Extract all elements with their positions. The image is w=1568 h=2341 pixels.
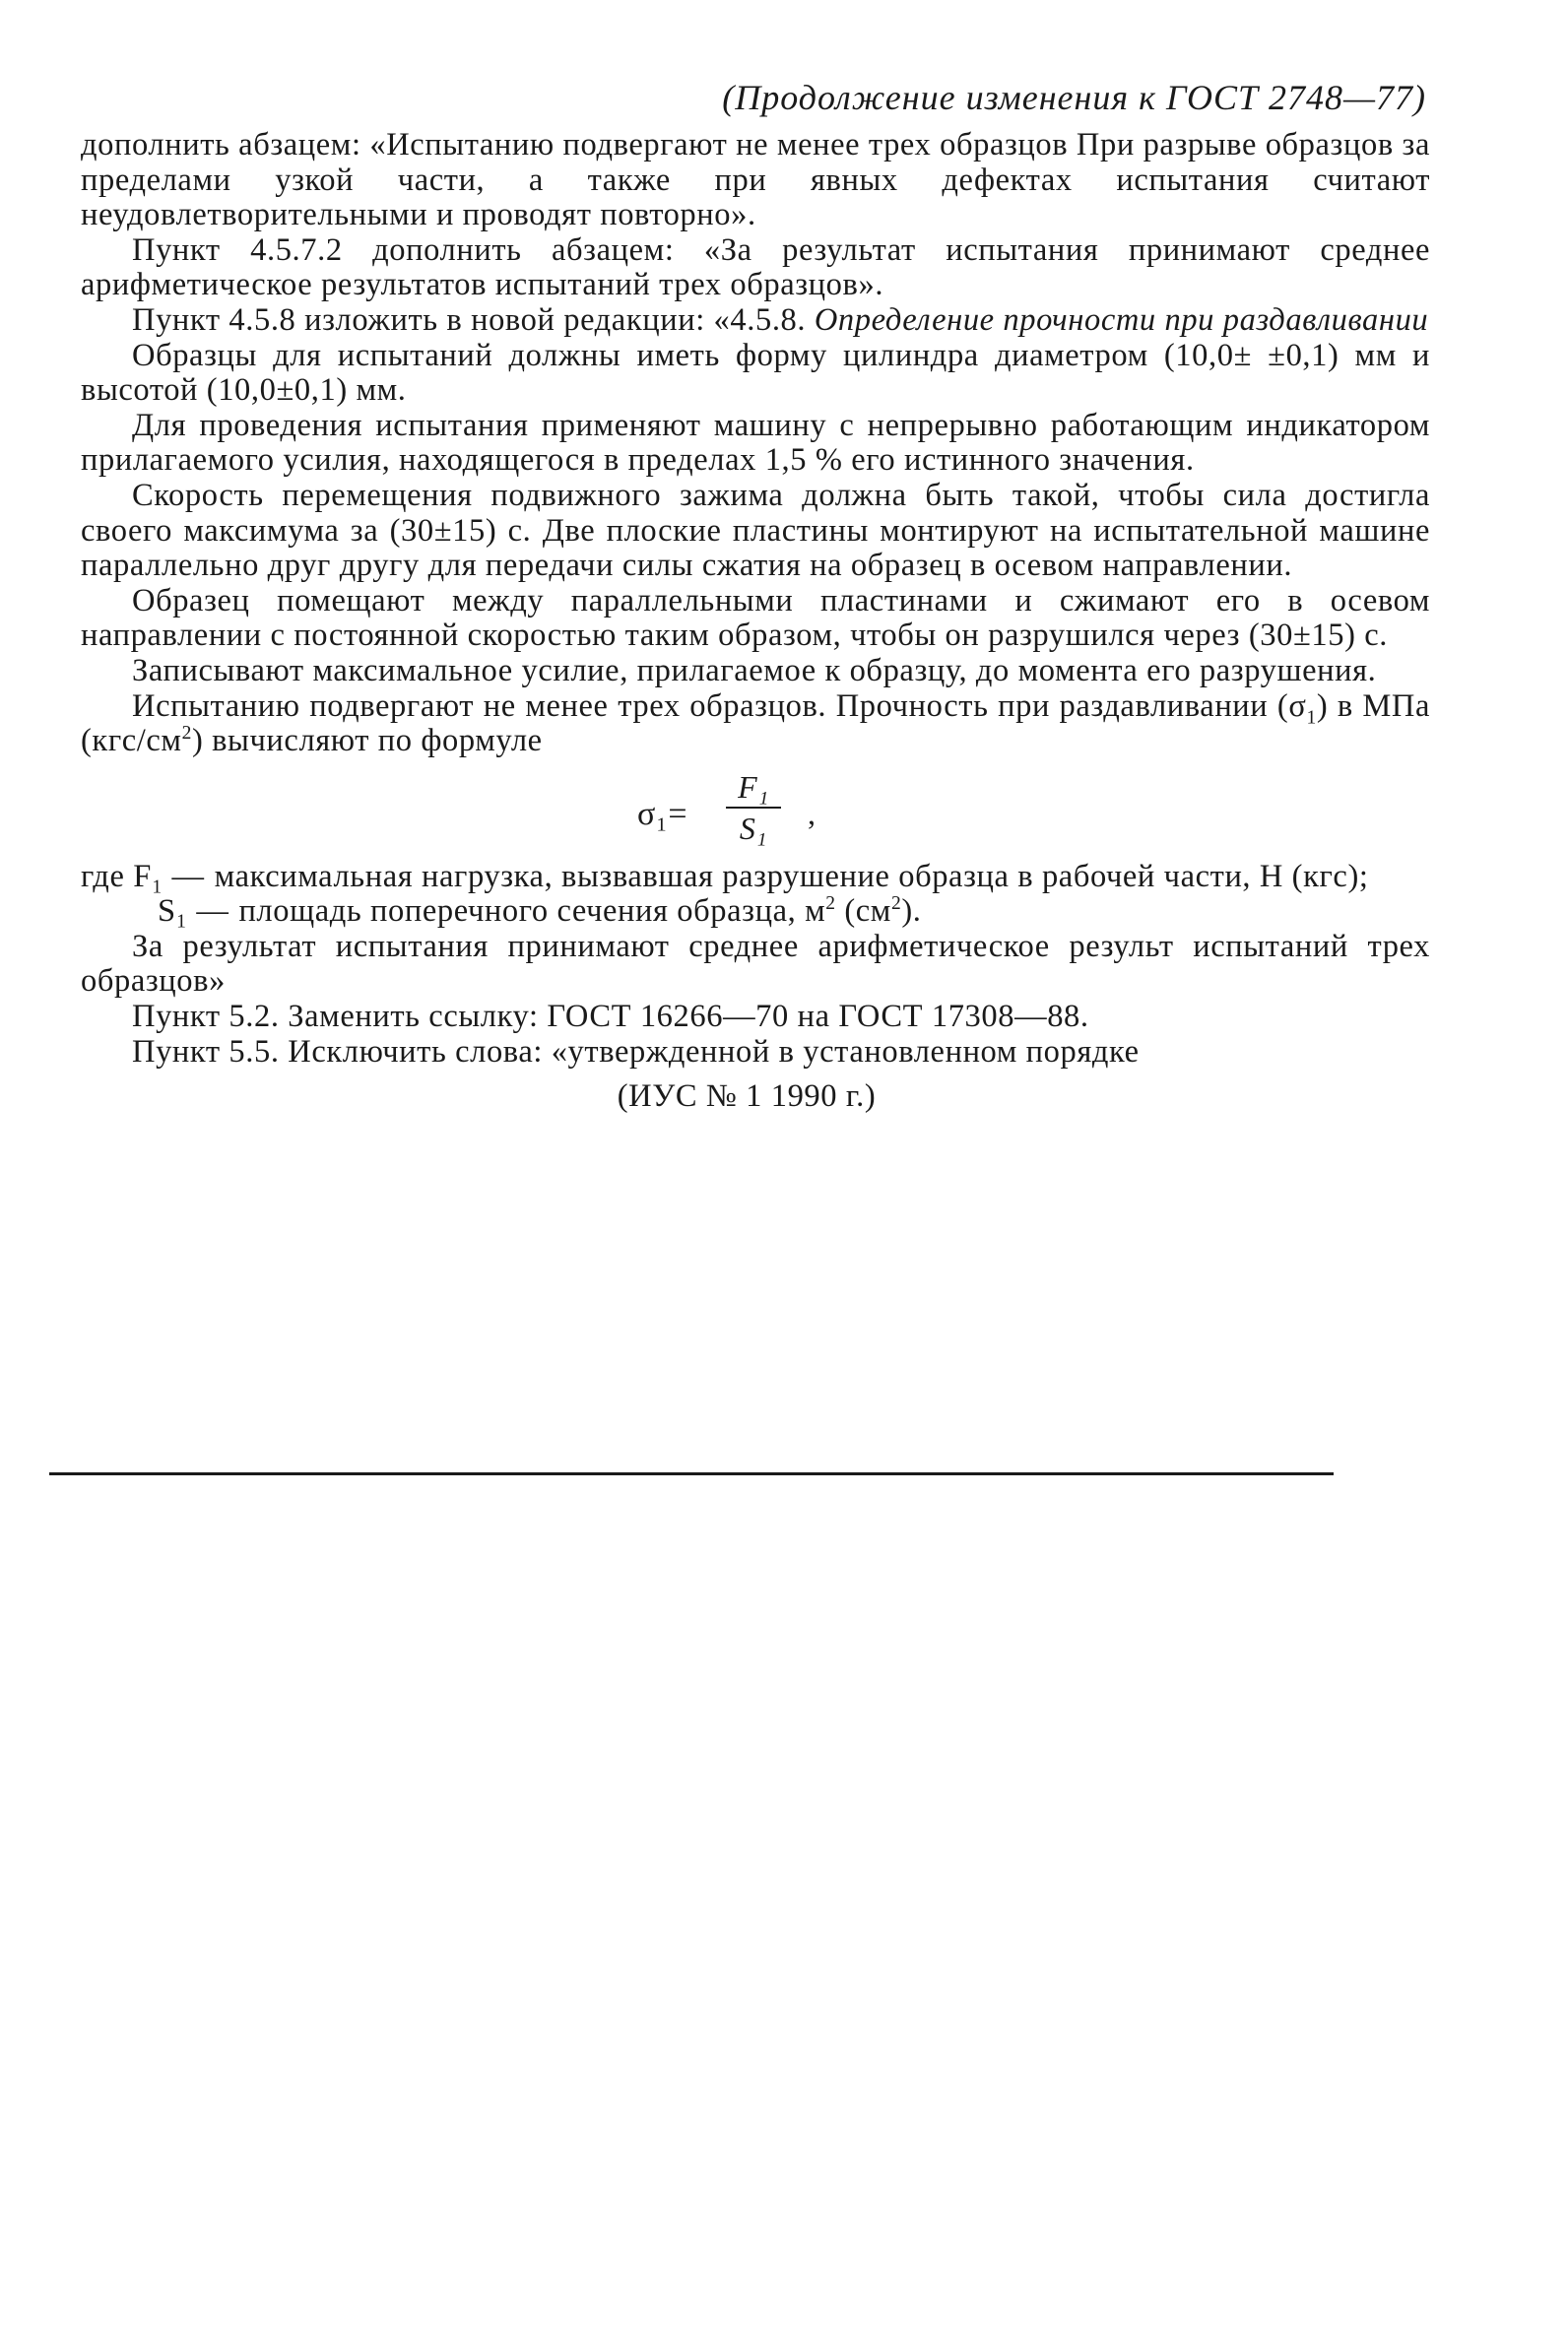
fraction-bar (726, 807, 781, 809)
paragraph-calculation (81, 689, 1430, 759)
legend-sup-2: 2 (890, 893, 902, 915)
paragraph-5-2: Пункт 5.2. Заменить ссылку: ГОСТ 16266—70 на ГОСТ 17308—88. (132, 999, 1089, 1035)
legend-desc-s1 (238, 894, 1430, 930)
formula-comma: , (808, 795, 817, 831)
paragraph-placement: Образец помещают между параллельными пластинами и сжимают его в осевом направлении с постоянной скоростью таким образом, чтобы он разрушился через (30±15) с. (81, 582, 1430, 654)
legend-desc-s1-start: площадь поперечного сечения образца, м (238, 893, 826, 930)
paragraph-5-5: Пункт 5.5. Исключить слова: «утвержденной в установленном порядке (132, 1033, 1140, 1070)
legend-desc-f1: максимальная нагрузка, вызвавшая разрушение образца в рабочей части, Н (кгс); (214, 858, 1369, 894)
paragraph-machine: Для проведения испытания применяют машину с непрерывно работающим индикатором прилагаемого усилия, находящегося в пределах 1,5 % его истинного значения. (81, 407, 1430, 479)
formula-fraction (726, 769, 781, 846)
legend-symbol-s1: S₁ — (158, 893, 229, 930)
horizontal-rule (49, 1472, 1334, 1475)
paragraph-record: Записывают максимальное усилие, прилагаемое к образцу, до момента его разрушения. (132, 652, 1377, 688)
sigma-subscript: 1 (1306, 707, 1317, 728)
legend-desc-s1-mid: (см (835, 893, 891, 930)
legend-symbol-f1: где F₁ — (81, 858, 205, 894)
section-title-crush-strength: Определение прочности при раздавливании (814, 301, 1429, 338)
legend-row-s1 (81, 894, 1430, 930)
formula-lhs: σ₁= (637, 795, 688, 832)
paragraph-continuation: дополнить абзацем: «Испытанию подвергают не менее трех образцов При разрыве образцов за пределами узкой части, а также при явных дефектах испытания считают неудовлетворительными и проводят повторно». (81, 127, 1430, 233)
unit-superscript: 2 (181, 723, 192, 745)
formula-denominator: S₁ (739, 810, 768, 846)
paragraph-result: За результат испытания принимают среднее арифметическое результ испытаний трех образцов» (81, 928, 1430, 1000)
calc-text-end: ) вычисляют по формуле (191, 723, 543, 759)
calc-text-mid: ) в МПа (кгс/см (81, 687, 1430, 759)
legend-sup-1: 2 (825, 893, 836, 915)
calc-text-start: Испытанию подвергают не менее трех образцов. Прочность при раздавливании (σ (132, 687, 1307, 724)
formula-numerator: F₁ (738, 768, 769, 805)
document-body (81, 128, 1430, 1115)
running-header: (Продолжение изменения к ГОСТ 2748—77) (722, 78, 1426, 117)
paragraph-specimen-shape: Образцы для испытаний должны иметь форму цилиндра диаметром (10,0± ±0,1) мм и высотой (10,0±0,1) мм. (81, 337, 1430, 409)
paragraph-speed: Скорость перемещения подвижного зажима должна быть такой, чтобы сила достигла своего максимума за (30±15) с. Две плоские пластины монтируют на испытательной машине параллельно друг другу для передачи силы сжатия на образец в осевом направлении. (81, 477, 1430, 584)
paragraph-4-5-8-text: Пункт 4.5.8 изложить в новой редакции: «4.5.8. (132, 301, 815, 338)
paragraph-4-5-8 (81, 303, 1430, 339)
source-reference: (ИУС № 1 1990 г.) (617, 1078, 877, 1115)
legend-row-f1 (81, 860, 1430, 895)
formula-block (81, 769, 1430, 854)
paragraph-4-5-7-2: Пункт 4.5.7.2 дополнить абзацем: «За результат испытания принимают среднее арифметическое результатов испытаний трех образцов». (81, 231, 1430, 303)
legend-desc-s1-end: ). (901, 893, 922, 930)
